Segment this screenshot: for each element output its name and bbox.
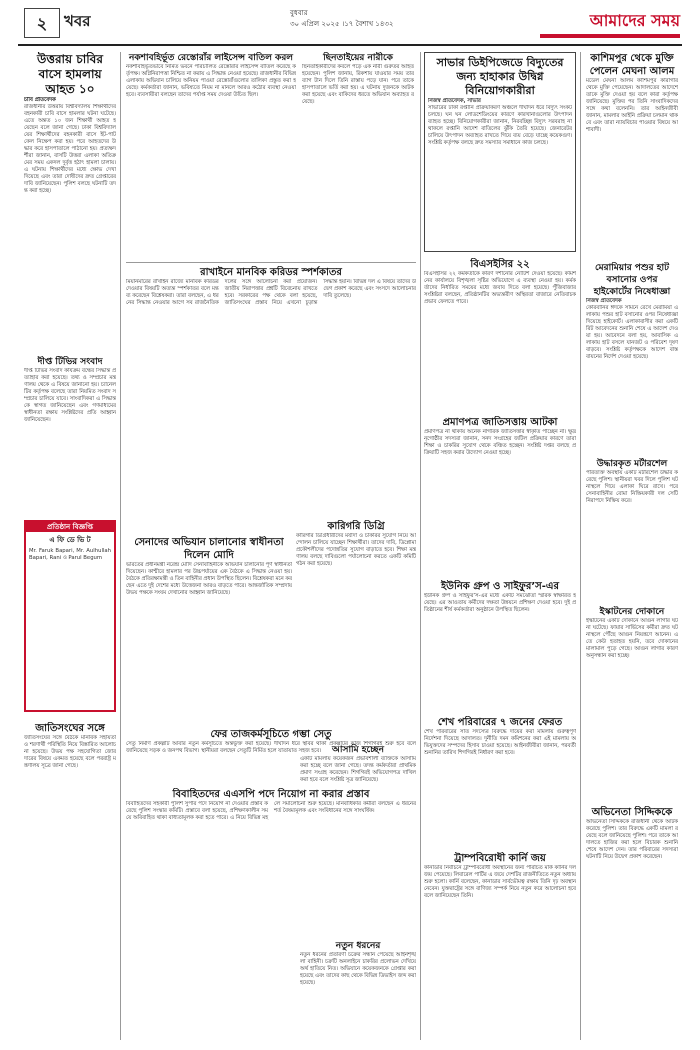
- article-headline: সেনাদের অভিযান চালানোর স্বাধীনতা দিলেন মোদি: [134, 537, 284, 561]
- article-technical: [296, 520, 416, 713]
- article-body: অভিনেতা সিদ্দিককে রাজধানী থেকে আটক করেছে পুলিশ। তার বিরুদ্ধে একটি মামলা রয়েছে বলে জানিয়েছে পুলিশ। পরে তাকে আদালতে হাজির করা হলে বিচারক শুনানি শেষে আদেশ দেন। তার পরিবারের সদস্যরা ঘটনাটি নিয়ে উদ্বেগ প্রকাশ করেছেন।: [586, 819, 678, 860]
- article-body: প্রমাণপত্র না থাকায় অনেক নাগরিক জাতিসত্তার স্বীকৃতি পাচ্ছেন না। ক্ষুদ্র নৃগোষ্ঠীর সদস্যরা জানান, সনদ সংগ্রহের জটিল প্রক্রিয়ার কারণে তারা শিক্ষা ও চাকরির সুযোগ থেকে বঞ্চিত হচ্ছেন। সংশ্লিষ্ট দপ্তর বলছে প্রক্রিয়াটি সহজ করার উদ্যোগ নেওয়া হচ্ছে।: [424, 429, 576, 456]
- article-body: শেখ পরিবারের সাত সদস্যের বিরুদ্ধে দায়ের করা মামলায় গুরুত্বপূর্ণ নির্দেশনা দিয়েছে আদালত। দুর্নীতি দমন কমিশনের করা এই মামলায় অভিযুক্তদের সম্পদের হিসাব চাওয়া হয়েছে। আইনজীবীরা জানান, পরবর্তী শুনানির তারিখ শিগগিরই নির্ধারণ করা হবে।: [424, 729, 576, 756]
- article-uttara: [24, 52, 116, 344]
- article-headline: বিএসইসির ২২: [470, 259, 530, 270]
- article-headline: কারিগরি ডিগ্রি: [327, 521, 385, 532]
- article-headline: ইউনিক গ্রুপ ও সাইফুর’স-এর: [440, 581, 560, 592]
- article-meramia: [586, 262, 678, 445]
- article-body: মিয়ানমারের রাখাইন রাজ্যে মানবিক করিডর দেওয়ার বিষয়টি অত্যন্ত স্পর্শকাতর বলে মন্তব্য করেছেন বিশ্লেষকরা। তারা বলছেন, এ ধরনের সিদ্ধান্ত নেওয়ার আগে সব রাজনৈতিক দলের সঙ্গে আলোচনা করা প্রয়োজন। জাতীয় নিরাপত্তার প্রশ্নটি বিবেচনায় রাখতে হবে। সরকারের পক্ষ থেকে বলা হয়েছে, জাতিসংঘের প্রস্তাব নিয়ে এখনো চূড়ান্ত সিদ্ধান্ত হয়নি। বিভিন্ন দল এ বিষয়ে তাদের উদ্বেগ প্রকাশ করেছে এবং সংসদে আলোচনার দাবি তুলেছে।: [126, 279, 416, 306]
- article-headline: দীপ্ত টিভির সংবাদ: [37, 357, 103, 367]
- column-rule: [420, 52, 421, 1040]
- article-body: পরিত্যক্ত অবস্থায় একটি মর্টারশেল উদ্ধার করেছে পুলিশ। স্থানীয়রা খবর দিলে পুলিশ ঘটনাস্থলে গিয়ে এলাকা ঘিরে রাখে। পরে সেনাবাহিনীর বোমা নিষ্ক্রিয়কারী দল সেটি নিরাপদে নিষ্ক্রিয় করে।: [586, 470, 678, 504]
- article-savar: [424, 52, 576, 252]
- article-byline: চাবি প্রতিবেদক: [24, 97, 56, 103]
- weekday: বুধবার: [290, 9, 308, 17]
- section-rule: [126, 262, 416, 263]
- article-actor: [586, 806, 678, 1029]
- article-body: সেতু নির্মাণ প্রকল্পটি আবার নতুন কর্মসূচিতে অন্তর্ভুক্ত করা হয়েছে। দীর্ঘদিন ধরে স্থবির থাকা প্রকল্পটির কাজ শিগগিরই শুরু হবে বলে জানিয়েছে সড়ক ও জনপথ বিভাগ। স্থানীয়রা বলছেন সেতুটি নির্মিত হলে যাতায়াত সহজ হবে।: [126, 741, 416, 754]
- article-body: রাজধানীর উত্তরায় বিশ্ববিদ্যালয় শিক্ষার্থীদের বহনকারী চাবি বাসে হামলার ঘটনা ঘটেছে। এতে অন্তত ১০ জন শিক্ষার্থী আহত হয়েছেন বলে জানা গেছে। ঢাকা বিশ্ববিদ্যালয়ের শিক্ষার্থীদের বহনকারী বাসে ইট-পাটকেল নিক্ষেপ করা হয়। পরে আহতদের উদ্ধার করে হাসপাতালে পাঠানো হয়। প্রত্যক্ষদর্শীরা জানান, বাসটি উত্তরা এলাকা অতিক্রমের সময় একদল দুর্বৃত্ত হঠাৎ হামলা চালায়। এ ঘটনায় শিক্ষার্থীদের মধ্যে ক্ষোভ দেখা দিয়েছে এবং তারা দোষীদের দ্রুত গ্রেপ্তারের দাবি জানিয়েছেন। পুলিশ বলছে ঘটনাটি তদন্ত করা হচ্ছে।: [24, 104, 116, 194]
- article-headline: শেখ পরিবারের ৭ জনের ফেরত: [437, 717, 563, 728]
- article-body: মডেল মেঘনা আলম কাশিমপুর কারাগার থেকে মুক্তি পেয়েছেন। আদালতের আদেশে তাকে মুক্তি দেওয়া হয় বলে কারা কর্তৃপক্ষ জানিয়েছে। মুক্তির পর তিনি সাংবাদিকদের সঙ্গে কথা বলেননি। তার আইনজীবী জানান, মামলার আইনি প্রক্রিয়া চলমান থাকবে এবং তারা ন্যায়বিচার পাওয়ার বিষয়ে আশাবাদী।: [586, 78, 678, 133]
- article-body: নকশাবহির্ভূতভাবে নির্মিত ভবনে পরিচালিত রেস্তোরাঁর লাইসেন্স বাতিল করেছে কর্তৃপক্ষ। অগ্নিনিরাপত্তা নিশ্চিত না করায় এ সিদ্ধান্ত নেওয়া হয়েছে। রাজধানীর বিভিন্ন এলাকায় অভিযান চালিয়ে অনিয়ম পাওয়া রেস্তোরাঁগুলোর তালিকা প্রস্তুত করা হয়েছে। কর্মকর্তারা জানান, ভবিষ্যতে নিয়ম না মানলে আরও কঠোর ব্যবস্থা নেওয়া হবে। ব্যবসায়ীরা বলছেন তাদের পর্যাপ্ত সময় দেওয়া উচিত ছিল।: [126, 64, 296, 98]
- article-restaurant: [126, 52, 296, 264]
- article-body: ইস্কাটনের একটি দোকানে আগুন লাগার ঘটনা ঘটেছে। ফায়ার সার্ভিসের কর্মীরা দ্রুত ঘটনাস্থলে পৌঁছে আগুন নিয়ন্ত্রণে আনেন। এতে কেউ হতাহত হয়নি, তবে দোকানের মালামাল পুড়ে গেছে। আগুন লাগার কারণ অনুসন্ধান করা হচ্ছে।: [586, 618, 678, 659]
- page-number: ২: [24, 8, 60, 38]
- section-name: খবর: [64, 12, 91, 30]
- masthead-rule: [18, 44, 682, 46]
- article-headline: সাভার ডিইপিজেডে বিদ্যুতের জন্য হাহাকার উদ্বিগ্ন বিনিয়োগকারীরা: [436, 56, 564, 97]
- article-headline: অভিনেতা সিদ্দিককে: [591, 807, 673, 818]
- newspaper-logo: আমাদের সময়: [589, 11, 680, 30]
- column-rule: [120, 52, 121, 1040]
- article-headline: রাখাইনে মানবিক করিডর স্পর্শকাতর: [200, 267, 342, 278]
- article-accused: [300, 744, 416, 796]
- article-headline: ছিনতাইয়ের নারীকে: [323, 53, 393, 63]
- article-headline: ট্রাম্পবিরোধী কার্নি জয়: [454, 853, 546, 864]
- classified-ad: [24, 520, 116, 712]
- article-kashimpur: [586, 52, 678, 278]
- article-body: ছিনতাইকারীদের কবলে পড়ে এক নারী গুরুতর আহত হয়েছেন। পুলিশ জানায়, রিকশায় যাওয়ার সময় তার ব্যাগ টান দিলে তিনি রাস্তায় পড়ে যান। পরে তাকে হাসপাতালে ভর্তি করা হয়। এ ঘটনায় দুজনকে আটক করা হয়েছে এবং বাকিদের ধরতে অভিযান অব্যাহত রয়েছে।: [302, 64, 414, 105]
- article-rakhine: [126, 266, 416, 529]
- classified-title: প্রতিষ্ঠান বিজ্ঞপ্তি: [26, 522, 114, 532]
- article-headline: ইস্কাটনের দোকানে: [599, 607, 665, 617]
- article-body: জাতিসংঘের সঙ্গে বৈঠকে মানবিক সহায়তা ও শরণার্থী পরিস্থিতি নিয়ে বিস্তারিত আলোচনা হয়েছে। উভয় পক্ষ সহযোগিতা জোরদারের বিষয়ে একমত হয়েছে বলে পররাষ্ট্র মন্ত্রণালয় সূত্রে জানা গেছে।: [24, 735, 116, 769]
- article-body: কোরবানির ঈদকে সামনে রেখে মেরামিয়া এলাকায় পশুর হাট বসানোর ওপর নিষেধাজ্ঞা দিয়েছে হাইকোর্ট। এলাকাবাসীর করা একটি রিট আবেদনের শুনানি শেষে এ আদেশ দেওয়া হয়। আবেদনে বলা হয়, আবাসিক এলাকায় হাট বসলে যানজট ও পরিবেশ দূষণ বাড়বে। সংশ্লিষ্ট কর্তৃপক্ষকে আদেশ বাস্তবায়নের নির্দেশ দেওয়া হয়েছে।: [586, 305, 678, 360]
- classified-body: Mr. Faruk Bapari, Mr. Aulhullah Bapari, Rani ও Parul Begum: [29, 548, 111, 561]
- article-headline: ফের তাজকর্মসূচিতে গম্ভা সেতু: [210, 729, 332, 740]
- article-headline: নতুন ধরনের: [335, 941, 381, 951]
- article-dipto-tv: [24, 356, 116, 516]
- article-un: [24, 722, 116, 1035]
- article-headline: কাশিমপুর থেকে মুক্তি পেলেন মেঘনা আলম: [589, 53, 675, 77]
- article-eskaton: [586, 606, 678, 798]
- article-headline: বিবাহিতদের এএসপি পদে নিয়োগ না করার প্রস্তাব: [172, 789, 370, 800]
- article-unique-group: [424, 580, 576, 723]
- article-byline: নিজস্ব প্রতিবেদক, সাভার: [428, 98, 481, 104]
- article-headline: আসামি হচ্ছেন: [332, 745, 384, 755]
- article-headline: উত্তরায় চাবির বাসে হামলায় আহত ১০: [37, 52, 103, 96]
- article-body: কানাডার নির্বাচনে ট্রাম্পবিরোধী অবস্থানের জন্য পরিচিত মার্ক কার্নির দল জয় পেয়েছে। লিবারেল পার্টির এ জয়ে দেশটির রাজনীতিতে নতুন অধ্যায় শুরু হলো। কার্নি বলেছেন, কানাডার সার্বভৌমত্ব রক্ষায় তিনি দৃঢ় অবস্থান নেবেন। যুক্তরাষ্ট্রের সঙ্গে বাণিজ্য সম্পর্ক নিয়ে নতুন করে আলোচনা হবে বলে জানিয়েছেন তিনি।: [424, 865, 576, 899]
- article-carney: [424, 852, 576, 1035]
- article-modi: [126, 536, 292, 722]
- article-headline: প্রমাণপত্র জাতিসত্তায় আটকা: [442, 417, 558, 428]
- dateline: [290, 8, 393, 30]
- article-body: নতুন ধরনের প্রতারণা চক্রের সন্ধান পেয়েছে আইনশৃঙ্খলা বাহিনী। চক্রটি অনলাইনে চাকরির প্রলোভন দেখিয়ে অর্থ হাতিয়ে নিত। অভিযানে কয়েকজনকে গ্রেপ্তার করা হয়েছে এবং তাদের কাছ থেকে বিভিন্ন ডিভাইস জব্দ করা হয়েছে।: [300, 952, 416, 986]
- article-snatching: [302, 52, 414, 264]
- article-body: বিএসইসির ২২ কর্মকর্তাকে কারণ দর্শানোর নোটিশ দেওয়া হয়েছে। কমিশনের কার্যালয়ে বিশৃঙ্খলা সৃষ্টির অভিযোগে এ ব্যবস্থা নেওয়া হয়। কর্মকর্তাদের নির্ধারিত সময়ের মধ্যে জবাব দিতে বলা হয়েছে। পুঁজিবাজার সংশ্লিষ্টরা বলছেন, প্রতিষ্ঠানটির অভ্যন্তরীণ অস্থিরতা বাজারে নেতিবাচক প্রভাব ফেলতে পারে।: [424, 271, 576, 305]
- article-headline: উদ্ধারকৃত মর্টারশেল: [596, 459, 668, 469]
- article-new-type: [300, 940, 416, 1032]
- article-body: বিবাহিতদের সহকারী পুলিশ সুপার পদে নিয়োগ না দেওয়ার প্রস্তাব করেছে পুলিশ সংস্কার কমিটি। প্রস্তাবে বলা হয়েছে, প্রশিক্ষণকালীন সময়ে অবিবাহিত থাকা বাধ্যতামূলক করা হতে পারে। এ নিয়ে বিভিন্ন মহলে সমালোচনা শুরু হয়েছে। মানবাধিকার কর্মীরা বলছেন এ ধরনের শর্ত বৈষম্যমূলক এবং সংবিধানের সঙ্গে সাংঘর্ষিক।: [126, 801, 416, 821]
- article-headline: জাতিসংঘের সঙ্গে: [35, 723, 105, 734]
- date: ৩০ এপ্রিল ২০২৫ ।১৭ বৈশাখ ১৪৩২: [290, 20, 394, 28]
- article-body: ইউনিক গ্রুপ ও সাইফুর’স-এর মধ্যে একটি সমঝোতা স্মারক স্বাক্ষরিত হয়েছে। এর আওতায় কর্মীদের দক্ষতা উন্নয়নে প্রশিক্ষণ দেওয়া হবে। দুই প্রতিষ্ঠানের শীর্ষ কর্মকর্তারা অনুষ্ঠানে উপস্থিত ছিলেন।: [424, 593, 576, 613]
- article-body: কারিগরি ডিগ্রিধারীদের মর্যাদা ও চাকরির সুযোগ নিয়ে আন্দোলন চালিয়ে যাচ্ছেন শিক্ষার্থীরা। তাদের দাবি, ডিপ্লোমা প্রকৌশলীদের পদোন্নতির সুযোগ বাড়াতে হবে। শিক্ষা মন্ত্রণালয় বলছে দাবিগুলো পর্যালোচনা করতে একটি কমিটি গঠন করা হয়েছে।: [296, 533, 416, 567]
- article-body: একটি মামলায় কয়েকজন প্রভাবশালী ব্যক্তিকে আসামি করা হচ্ছে বলে জানা গেছে। তদন্ত কর্মকর্তারা প্রাথমিক প্রমাণ সংগ্রহ করেছেন। শিগগিরই অভিযোগপত্র দাখিল করা হবে বলে সংশ্লিষ্ট সূত্র জানিয়েছে।: [300, 756, 416, 783]
- article-body: ভারতের প্রধানমন্ত্রী নরেন্দ্র মোদি সেনাবাহিনীকে অভিযান চালানোর পূর্ণ স্বাধীনতা দিয়েছেন। কাশ্মীরে হামলার পর উচ্চপর্যায়ের এক বৈঠকে এ সিদ্ধান্ত নেওয়া হয়। বৈঠকে প্রতিরক্ষামন্ত্রী ও তিন বাহিনীর প্রধান উপস্থিত ছিলেন। বিশ্লেষকরা মনে করছেন এতে দুই দেশের মধ্যে উত্তেজনা আরও বাড়তে পারে। আন্তর্জাতিক সম্প্রদায় উভয় পক্ষকে সংযম দেখানোর আহ্বান জানিয়েছে।: [126, 562, 292, 596]
- logo-underline: [540, 34, 680, 38]
- article-body: সাভারের ঢাকা রপ্তানি প্রক্রিয়াকরণ অঞ্চলে দীর্ঘদিন ধরে বিদ্যুৎ সংকট চলছে। ঘন ঘন লোডশেডিংয়ের কারণে কারখানাগুলোর উৎপাদন ব্যাহত হচ্ছে। বিনিয়োগকারীরা জানান, নিরবচ্ছিন্ন বিদ্যুৎ সরবরাহ না থাকলে রপ্তানি আদেশ বাতিলের ঝুঁকি তৈরি হয়েছে। জেনারেটর চালিয়ে উৎপাদন অব্যাহত রাখতে গিয়ে ব্যয় বেড়ে যাচ্ছে কয়েকগুণ। সংশ্লিষ্ট কর্তৃপক্ষ বলছে দ্রুত সমস্যার সমাধানে কাজ চলছে।: [428, 105, 572, 146]
- article-byline: নিজস্ব প্রতিবেদক: [586, 298, 622, 304]
- classified-subtitle: এ ফি ডে ভি ট: [49, 536, 91, 544]
- article-sheikh-family: [424, 716, 576, 839]
- article-headline: নকশাবহির্ভূত রেস্তোরাঁর লাইসেন্স বাতিল করল: [129, 53, 293, 63]
- article-bsec: [424, 258, 576, 411]
- article-mortar: [586, 458, 678, 600]
- article-body: দীপ্ত টিভির সংবাদ কার্যক্রম বন্ধের সিদ্ধান্ত প্রত্যাহার করা হয়েছে। তথ্য ও সম্প্রচার মন্ত্রণালয় থেকে এ বিষয়ে জানানো হয়। চ্যানেলটির কর্তৃপক্ষ বলেছে তারা নিয়মিত সংবাদ সম্প্রচার চালিয়ে যাবে। সাংবাদিকরা এ সিদ্ধান্তকে স্বাগত জানিয়েছেন এবং গণমাধ্যমের স্বাধীনতা রক্ষায় সংশ্লিষ্টদের প্রতি আহ্বান জানিয়েছেন।: [24, 368, 116, 423]
- article-headline: মেরামিয়ার পশুর হাট বসানোর ওপর হাইকোর্টের নিষেধাজ্ঞা: [593, 263, 671, 297]
- article-certificate: [424, 416, 576, 569]
- column-rule: [580, 52, 581, 1040]
